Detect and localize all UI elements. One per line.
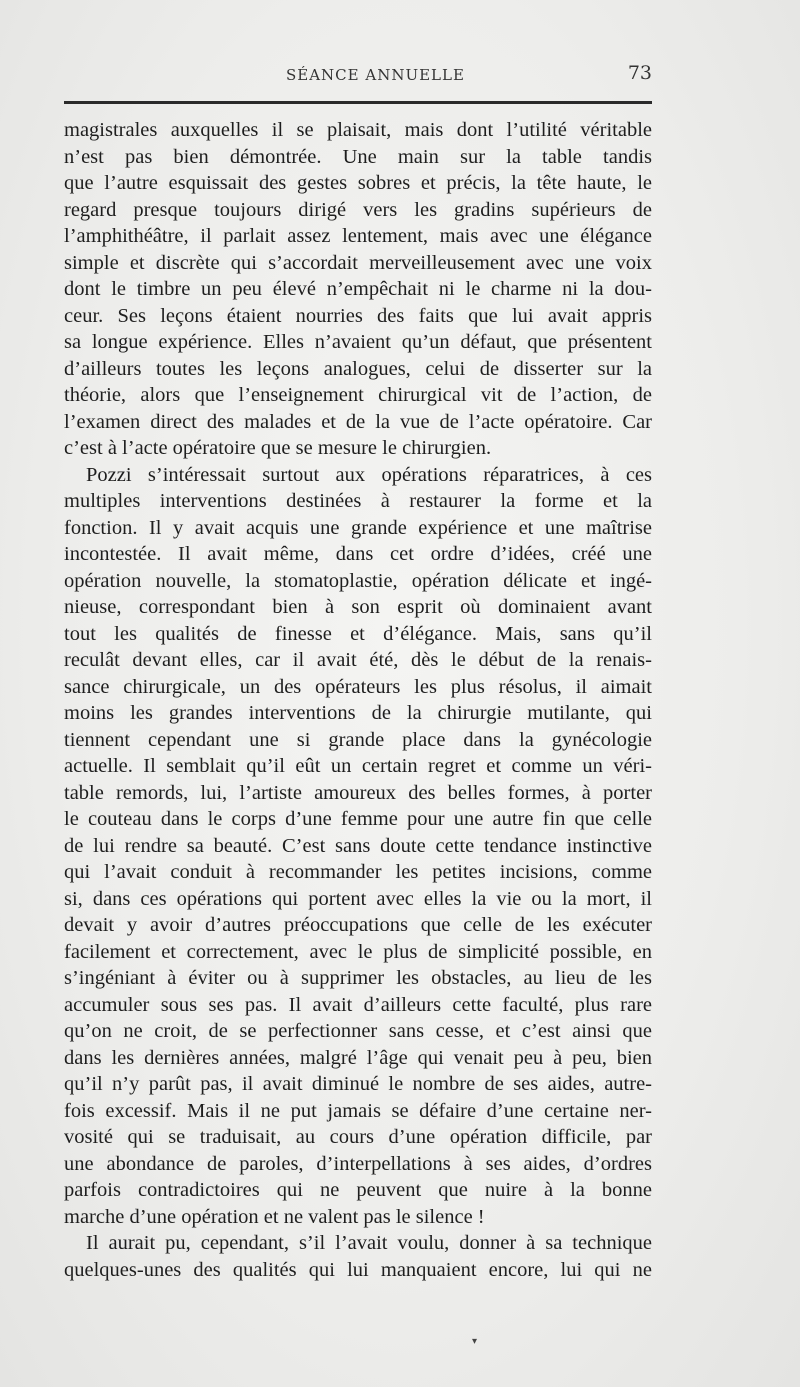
text-line: moins les grandes interventions de la chirurgie mutilante, qui: [64, 702, 652, 724]
text-line: qu’on ne croit, de se perfectionner sans cesse, et c’est ainsi que: [64, 1020, 652, 1042]
text-line: c’est à l’acte opératoire que se mesure le chirurgien.: [64, 437, 492, 459]
text-line: opération nouvelle, la stomatoplastie, opération délicate et ingé-: [64, 569, 652, 592]
text-line: quelques-unes des qualités qui lui manquaient encore, lui qui ne: [64, 1258, 652, 1281]
ink-speck: ▾: [472, 1336, 478, 1347]
text-line: sa longue expérience. Elles n’avaient qu’un défaut, que présentent: [64, 331, 652, 353]
body-text: [64, 117, 652, 1283]
page-header: [64, 62, 652, 86]
text-line: accumuler sous ses pas. Il avait d’ailleurs cette faculté, plus rare: [64, 993, 652, 1016]
text-line: l’amphithéâtre, il parlait assez lentement, mais avec une élégance: [64, 225, 652, 247]
text-line: Il aurait pu, cependant, s’il l’avait voulu, donner à sa technique: [86, 1232, 652, 1254]
text-line: tout les qualités de finesse et d’élégance. Mais, sans qu’il: [64, 622, 652, 645]
text-line: une abondance de paroles, d’interpellations à ses aides, d’ordres: [64, 1152, 652, 1175]
text-line: qui l’avait conduit à recommander les petites incisions, comme: [64, 861, 652, 883]
text-line: qu’il n’y parût pas, il avait diminué le nombre de ses aides, autre-: [64, 1073, 652, 1095]
text-line: théorie, alors que l’enseignement chirurgical vit de l’action, de: [64, 384, 652, 406]
header-rule: [64, 101, 652, 104]
text-line: de lui rendre sa beauté. C’est sans doute cette tendance instinctive: [64, 834, 652, 857]
text-line: Pozzi s’intéressait surtout aux opérations réparatrices, à ces: [86, 463, 652, 486]
page-number: 73: [627, 62, 652, 84]
text-line: que l’autre esquissait des gestes sobres et précis, la tête haute, le: [64, 172, 652, 194]
text-line: s’ingéniant à éviter ou à supprimer les obstacles, au lieu de les: [64, 967, 652, 989]
text-line: vosité qui se traduisait, au cours d’une opération difficile, par: [64, 1126, 652, 1148]
text-line: fois excessif. Mais il ne put jamais se défaire d’une certaine ner-: [64, 1099, 652, 1122]
text-line: si, dans ces opérations qui portent avec elles la vie ou la mort, il: [64, 887, 652, 910]
text-line: multiples interventions destinées à restaurer la forme et la: [64, 490, 652, 512]
text-line: l’examen direct des malades et de la vue de l’acte opératoire. Car: [64, 410, 652, 433]
running-title: SÉANCE ANNUELLE: [286, 66, 465, 84]
text-line: table remords, lui, l’artiste amoureux des belles formes, à porter: [64, 781, 652, 804]
text-line: d’ailleurs toutes les leçons analogues, celui de disserter sur la: [64, 357, 652, 380]
text-line: facilement et correctement, avec le plus de simplicité possible, en: [64, 940, 652, 963]
text-line: fonction. Il y avait acquis une grande expérience et une maîtrise: [64, 516, 652, 539]
text-line: reculât devant elles, car il avait été, dès le début de la renais-: [64, 649, 652, 671]
text-line: incontestée. Il avait même, dans cet ordre d’idées, créé une: [64, 543, 652, 565]
text-line: sance chirurgicale, un des opérateurs les plus résolus, il aimait: [64, 675, 652, 698]
text-line: dont le timbre un peu élevé n’empêchait ni le charme ni la dou-: [64, 278, 652, 300]
text-line: nieuse, correspondant bien à son esprit où dominaient avant: [64, 596, 652, 618]
text-line: actuelle. Il semblait qu’il eût un certain regret et comme un véri-: [64, 755, 652, 777]
text-line: ceur. Ses leçons étaient nourries des faits que lui avait appris: [64, 304, 652, 327]
text-line: dans les dernières années, malgré l’âge qui venait peu à peu, bien: [64, 1046, 652, 1069]
text-line: marche d’une opération et ne valent pas le silence !: [64, 1205, 485, 1228]
text-line: tiennent cependant une si grande place dans la gynécologie: [64, 728, 652, 751]
text-line: magistrales auxquelles il se plaisait, mais dont l’utilité véritable: [64, 119, 652, 141]
text-line: regard presque toujours dirigé vers les gradins supérieurs de: [64, 198, 652, 221]
text-line: devait y avoir d’autres préoccupations que celle de les exécuter: [64, 914, 652, 936]
text-line: le couteau dans le corps d’une femme pour une autre fin que celle: [64, 808, 652, 830]
text-line: simple et discrète qui s’accordait merveilleusement avec une voix: [64, 251, 652, 274]
text-line: parfois contradictoires qui ne peuvent que nuire à la bonne: [64, 1179, 652, 1201]
text-line: n’est pas bien démontrée. Une main sur la table tandis: [64, 145, 652, 168]
